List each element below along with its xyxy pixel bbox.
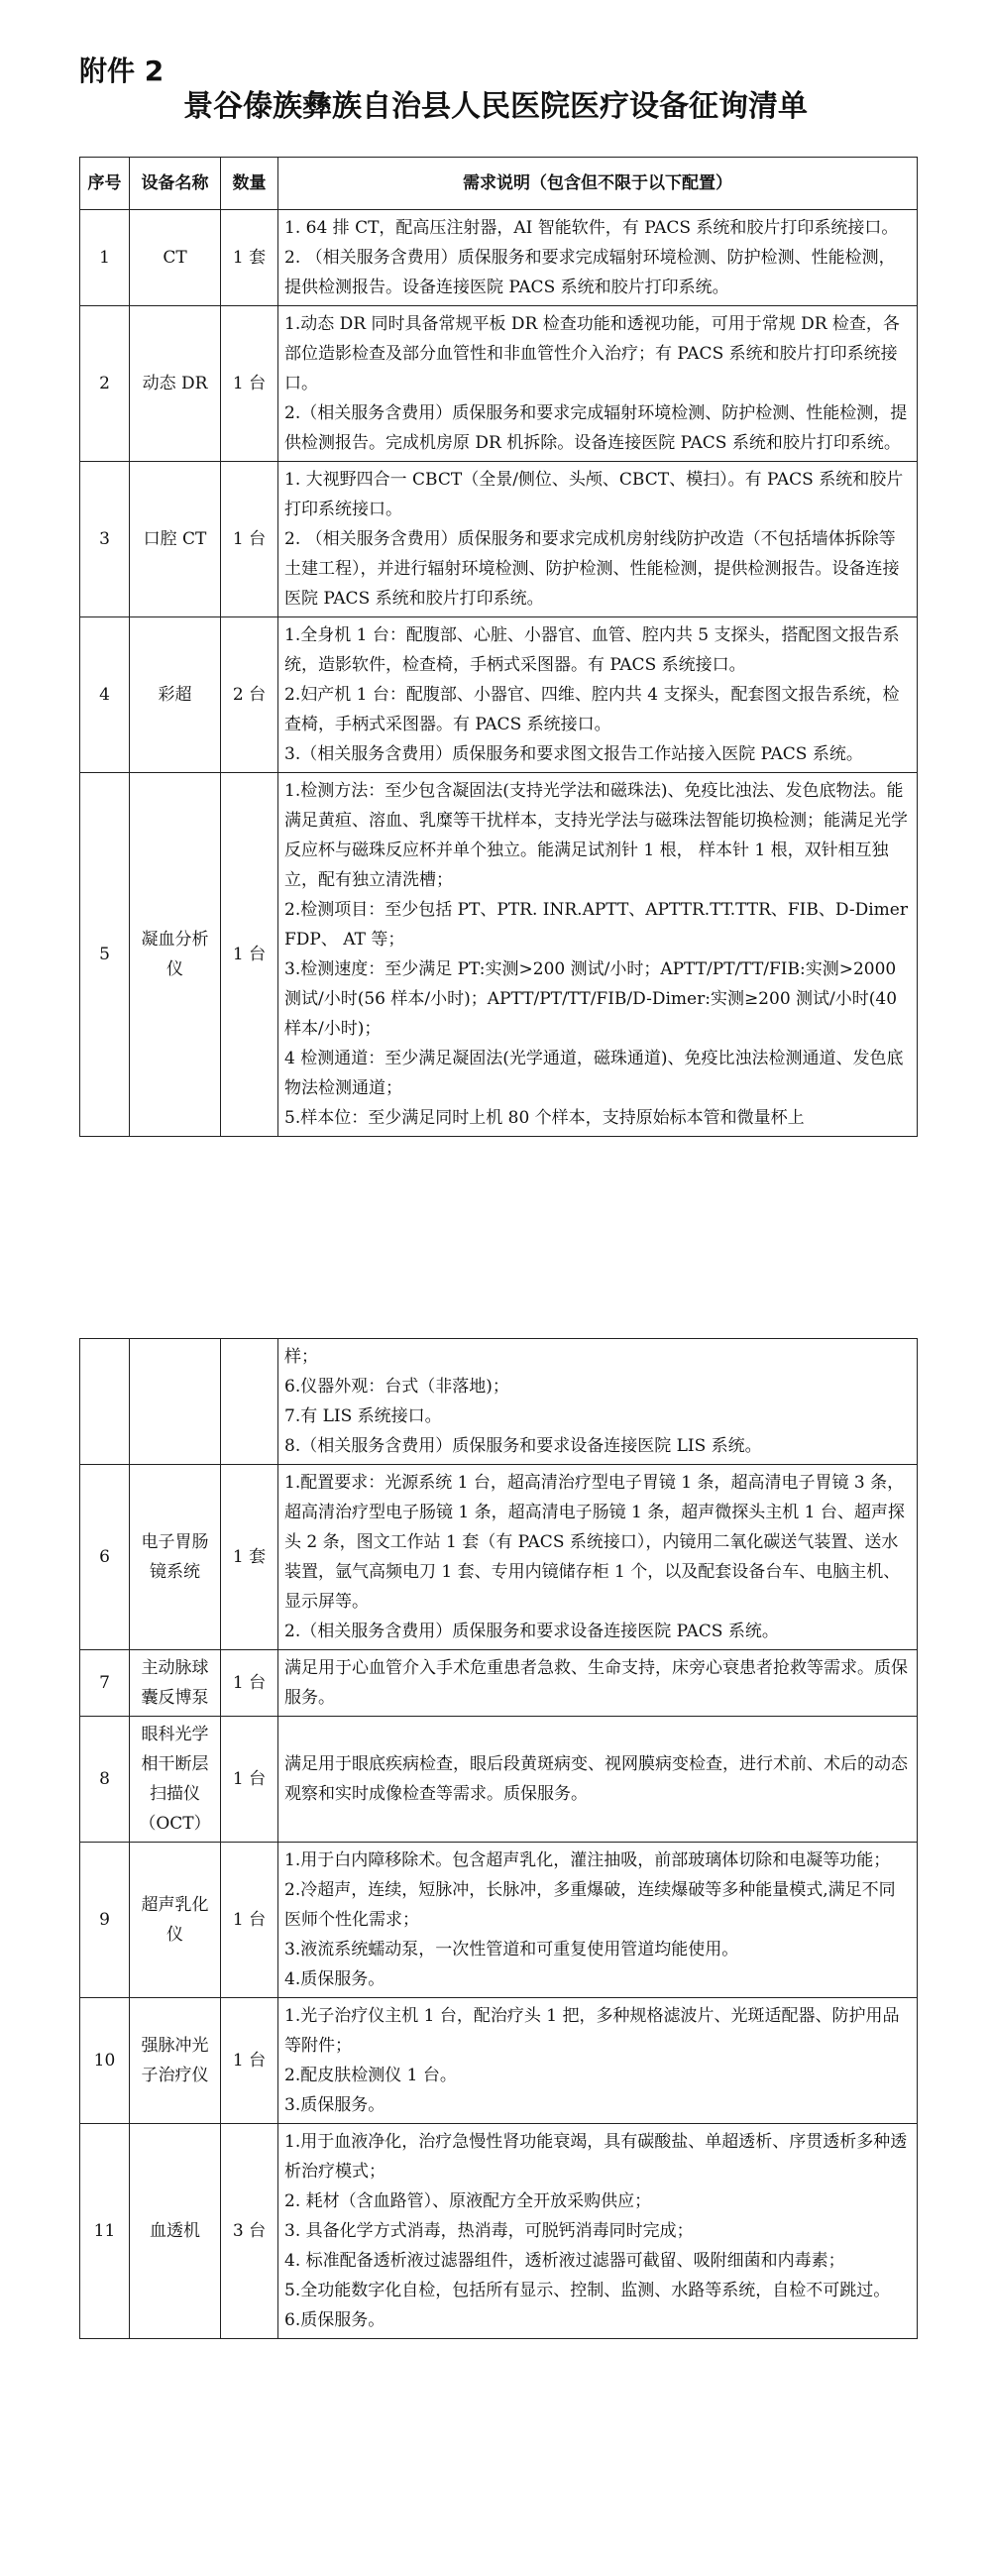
table-row [80, 1717, 918, 1843]
row-number: 2 [80, 306, 130, 462]
requirement-line: 1.用于血液净化，治疗急慢性肾功能衰竭，具有碳酸盐、单超透析、序贯透析多种透析治疗模式； [284, 2132, 908, 2182]
equipment-name [130, 1339, 221, 1465]
requirement-line: 3. 具备化学方式消毒，热消毒，可脱钙消毒同时完成； [284, 2221, 694, 2241]
table-row [80, 1650, 918, 1717]
requirement-line: 2. （相关服务含费用）质保服务和要求完成机房射线防护改造（不包括墙体拆除等土建工程），并进行辐射环境检测、防护检测、性能检测，提供检测报告。设备连接医院 PACS 系统和胶片打印系统。 [284, 529, 900, 609]
requirement-line: 1.全身机 1 台：配腹部、心脏、小器官、血管、腔内共 5 支探头，搭配图文报告系统，造影软件，检查椅，手柄式采图器。有 PACS 系统接口。 [284, 625, 900, 675]
row-number: 9 [80, 1843, 130, 1998]
row-number [80, 1339, 130, 1465]
row-number: 1 [80, 210, 130, 306]
header-name: 设备名称 [130, 158, 221, 210]
requirement-line: 满足用于眼底疾病检查，眼后段黄斑病变、视网膜病变检查，进行术前、术后的动态观察和实时成像检查等需求。质保服务。 [284, 1754, 908, 1804]
equipment-name: 主动脉球囊反博泵 [130, 1650, 221, 1717]
row-number: 6 [80, 1465, 130, 1650]
table-row [80, 1339, 918, 1465]
equipment-name: 超声乳化仪 [130, 1843, 221, 1998]
table-row [80, 1998, 918, 2124]
row-number: 7 [80, 1650, 130, 1717]
equipment-name: 血透机 [130, 2124, 221, 2339]
equipment-table-page1 [79, 157, 918, 1137]
quantity: 1 台 [221, 1717, 278, 1843]
requirement-line: 1.光子治疗仪主机 1 台，配治疗头 1 把，多种规格滤波片、光斑适配器、防护用品等附件； [284, 2006, 900, 2056]
requirement-line: 2. （相关服务含费用）质保服务和要求完成辐射环境检测、防护检测、性能检测，提供检测报告。设备连接医院 PACS 系统和胶片打印系统。 [284, 248, 896, 297]
requirement-line: 6.仪器外观：台式（非落地)； [284, 1377, 509, 1397]
requirement-line: 3.（相关服务含费用）质保服务和要求图文报告工作站接入医院 PACS 系统。 [284, 744, 863, 764]
requirement-line: 2.（相关服务含费用）质保服务和要求设备连接医院 PACS 系统。 [284, 1622, 779, 1641]
requirements-cell [278, 617, 918, 773]
quantity: 2 台 [221, 617, 278, 773]
requirements-cell [278, 773, 918, 1137]
row-number: 11 [80, 2124, 130, 2339]
requirement-line: 3.质保服务。 [284, 2095, 385, 2115]
requirements-cell [278, 1998, 918, 2124]
requirements-cell [278, 1465, 918, 1650]
header-requirements: 需求说明（包含但不限于以下配置） [278, 158, 918, 210]
requirement-line: 1. 大视野四合一 CBCT（全景/侧位、头颅、CBCT、模扫）。有 PACS 系统和胶片打印系统接口。 [284, 470, 904, 519]
table-row [80, 210, 918, 306]
requirement-line: 2.配皮肤检测仪 1 台。 [284, 2066, 457, 2085]
requirement-line: 1.用于白内障移除术。包含超声乳化，灌注抽吸，前部玻璃体切除和电凝等功能； [284, 1850, 891, 1870]
row-number: 4 [80, 617, 130, 773]
quantity: 1 套 [221, 210, 278, 306]
row-number: 8 [80, 1717, 130, 1843]
row-number: 5 [80, 773, 130, 1137]
equipment-name: 电子胃肠镜系统 [130, 1465, 221, 1650]
requirement-line: 5.全功能数字化自检，包括所有显示、控制、监测、水路等系统，自检不可跳过。 [284, 2281, 891, 2300]
requirements-cell [278, 306, 918, 462]
requirement-line: 6.质保服务。 [284, 2310, 385, 2330]
quantity [221, 1339, 278, 1465]
quantity: 1 套 [221, 1465, 278, 1650]
table-row [80, 462, 918, 617]
quantity: 1 台 [221, 306, 278, 462]
quantity: 1 台 [221, 773, 278, 1137]
requirement-line: 1.动态 DR 同时具备常规平板 DR 检查功能和透视功能，可用于常规 DR 检查，各部位造影检查及部分血管性和非血管性介入治疗；有 PACS 系统和胶片打印系统接口。 [284, 314, 900, 393]
table-row [80, 617, 918, 773]
requirements-cell [278, 1650, 918, 1717]
quantity: 3 台 [221, 2124, 278, 2339]
table-row [80, 306, 918, 462]
quantity: 1 台 [221, 462, 278, 617]
requirements-cell [278, 210, 918, 306]
requirement-line: 2. 耗材（含血路管）、原液配方全开放采购供应； [284, 2191, 652, 2211]
equipment-name: 彩超 [130, 617, 221, 773]
row-number: 3 [80, 462, 130, 617]
table-row [80, 1843, 918, 1998]
equipment-name: CT [130, 210, 221, 306]
requirement-line: 1.配置要求：光源系统 1 台，超高清治疗型电子胃镜 1 条，超高清电子胃镜 3 条，超高清治疗型电子肠镜 1 条，超高清电子肠镜 1 条，超声微探头主机 1 台、超声探头 2 条，图文工作站 1 套（有 PACS 系统接口），内镜用二氧化碳送气装置、送水装置，氩气高频电刀 1 套、专用内镜储存柜 1 个，以及配套设备台车、电脑主机、显示屏等。 [284, 1473, 905, 1612]
table-row [80, 2124, 918, 2339]
requirements-cell [278, 1339, 918, 1465]
requirement-line: 4.质保服务。 [284, 1969, 385, 1989]
equipment-name: 口腔 CT [130, 462, 221, 617]
requirement-line: 5.样本位：至少满足同时上机 80 个样本，支持原始标本管和微量杯上 [284, 1108, 805, 1128]
header-qty: 数量 [221, 158, 278, 210]
equipment-name: 凝血分析仪 [130, 773, 221, 1137]
requirement-line: 2.妇产机 1 台：配腹部、小器官、四维、腔内共 4 支探头，配套图文报告系统，检查椅，手柄式采图器。有 PACS 系统接口。 [284, 685, 900, 734]
quantity: 1 台 [221, 1650, 278, 1717]
attachment-label: 附件 2 [79, 55, 165, 87]
header-no: 序号 [80, 158, 130, 210]
document-title: 景谷傣族彝族自治县人民医院医疗设备征询清单 [183, 89, 808, 124]
requirement-line: 3.检测速度：至少满足 PT:实测>200 测试/小时；APTT/PT/TT/FIB:实测>2000 测试/小时(56 样本/小时)；APTT/PT/TT/FIB/D-Dimer:实测≥200 测试/小时(40 样本/小时)； [284, 959, 898, 1039]
requirement-line: 样； [284, 1347, 318, 1367]
requirement-line: 1.检测方法：至少包含凝固法(支持光学法和磁珠法)、免疫比浊法、发色底物法。能满足黄疸、溶血、乳糜等干扰样本，支持光学法与磁珠法智能切换检测；能满足光学反应杯与磁珠反应杯并单个独立。能满足试剂针 1 根， 样本针 1 根，双针相互独立，配有独立清洗槽； [284, 781, 908, 890]
equipment-name: 强脉冲光子治疗仪 [130, 1998, 221, 2124]
requirement-line: 满足用于心血管介入手术危重患者急救、生命支持，床旁心衰患者抢救等需求。质保服务。 [284, 1658, 908, 1708]
table-body-part1 [80, 210, 918, 1137]
requirement-line: 2.冷超声，连续，短脉冲，长脉冲，多重爆破，连续爆破等多种能量模式,满足不同医师个性化需求； [284, 1880, 896, 1930]
equipment-table-page2 [79, 1338, 918, 2339]
requirement-line: 2.（相关服务含费用）质保服务和要求完成辐射环境检测、防护检测、性能检测，提供检测报告。完成机房原 DR 机拆除。设备连接医院 PACS 系统和胶片打印系统。 [284, 403, 908, 453]
table-row [80, 1465, 918, 1650]
quantity: 1 台 [221, 1843, 278, 1998]
requirement-line: 7.有 LIS 系统接口。 [284, 1406, 442, 1426]
table-body-part2 [80, 1339, 918, 2339]
table-row [80, 773, 918, 1137]
table-header-row [80, 158, 918, 210]
requirements-cell [278, 462, 918, 617]
requirement-line: 8.（相关服务含费用）质保服务和要求设备连接医院 LIS 系统。 [284, 1436, 762, 1456]
quantity: 1 台 [221, 1998, 278, 2124]
requirement-line: 3.液流系统蠕动泵，一次性管道和可重复使用管道均能使用。 [284, 1940, 739, 1960]
requirement-line: 1. 64 排 CT，配高压注射器，AI 智能软件，有 PACS 系统和胶片打印系统接口。 [284, 218, 899, 238]
requirements-cell [278, 1843, 918, 1998]
requirements-cell [278, 1717, 918, 1843]
row-number: 10 [80, 1998, 130, 2124]
requirement-line: 4 检测通道：至少满足凝固法(光学通道，磁珠通道)、免疫比浊法检测通道、发色底物法检测通道； [284, 1049, 904, 1098]
equipment-name: 眼科光学相干断层扫描仪（OCT） [130, 1717, 221, 1843]
requirements-cell [278, 2124, 918, 2339]
equipment-name: 动态 DR [130, 306, 221, 462]
requirement-line: 2.检测项目：至少包括 PT、PTR. INR.APTT、APTTR.TT.TTR、FIB、D-Dimer FDP、 AT 等； [284, 900, 908, 950]
requirement-line: 4. 标准配备透析液过滤器组件，透析液过滤器可截留、吸附细菌和内毒素； [284, 2251, 845, 2271]
